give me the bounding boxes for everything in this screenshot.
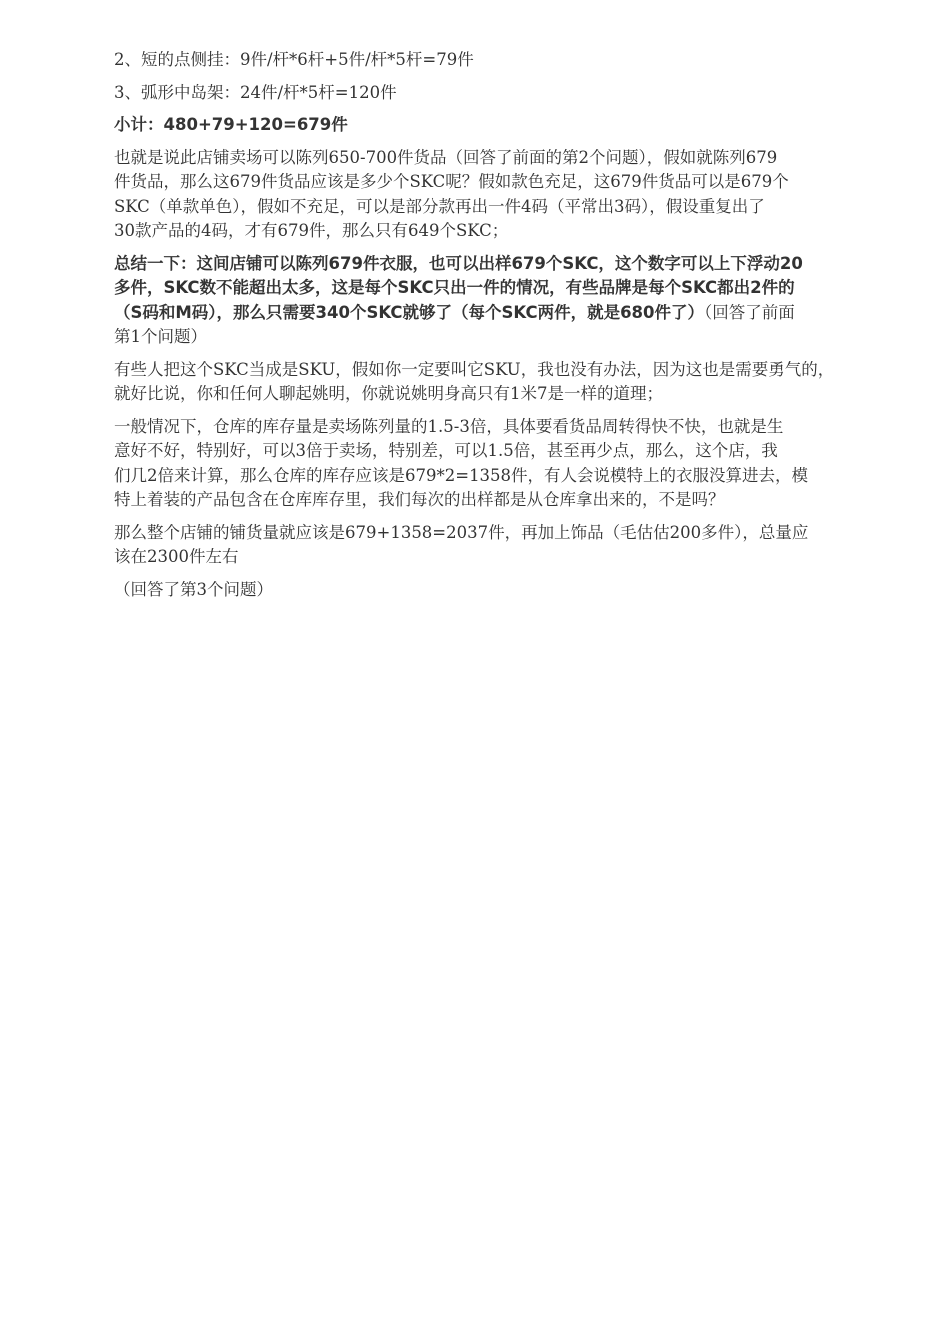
text-line: 该在2300件左右 (114, 547, 239, 566)
text-line: SKC（单款单色），假如不充足，可以是部分款再出一件4码（平常出3码），假设重复出了 (114, 196, 765, 216)
text-line: 有些人把这个SKC当成是SKU，假如你一定要叫它SKU，我也没有办法，因为这也是需要勇气的， (114, 359, 835, 379)
paragraph-short-side-hang (114, 48, 914, 73)
text-line: 意好不好，特别好，可以3倍于卖场，特别差，可以1.5倍，甚至再少点，那么，这个店，我 (114, 441, 778, 460)
text-line: 一般情况下，仓库的库存量是卖场陈列量的1.5-3倍，具体要看货品周转得快不快，也就是生 (114, 416, 784, 436)
text-line: 那么整个店铺的铺货量就应该是679+1358=2037件，再加上饰品（毛估估200多件），总量应 (114, 522, 809, 542)
summary-mixed-line (114, 301, 914, 326)
text-line: 2、短的点侧挂：9件/杆*6杆+5件/杆*5杆=79件 (114, 50, 474, 69)
paragraph-warehouse-stock (114, 415, 914, 513)
text-line: 特上着装的产品包含在仓库库存里，我们每次的出样都是从仓库拿出来的，不是吗？ (114, 490, 725, 509)
paragraph-summary (114, 252, 914, 350)
paragraph-total-stock (114, 521, 914, 570)
paragraph-curved-island (114, 81, 914, 106)
text-line: 们几2倍来计算，那么仓库的库存应该是679*2=1358件，有人会说模特上的衣服没算进去，模 (114, 465, 809, 485)
text-line: 也就是说此店铺卖场可以陈列650-700件货品（回答了前面的第2个问题），假如就陈列679 (114, 147, 778, 167)
subtotal-line (114, 113, 914, 138)
summary-bold-line: 多件，SKC数不能超出太多，这是每个SKC只出一件的情况，有些品牌是每个SKC都出2件的 (114, 278, 795, 297)
text-line: 第1个问题） (114, 327, 207, 346)
paragraph-closing (114, 578, 914, 603)
paragraph-display-capacity (114, 146, 914, 244)
text-line: 就好比说，你和任何人聊起姚明，你就说姚明身高只有1米7是一样的道理； (114, 384, 663, 403)
text-line: （回答了第3个问题） (114, 579, 273, 599)
summary-bold-line: 总结一下：这间店铺可以陈列679件衣服，也可以出样679个SKC，这个数字可以上下浮动20 (114, 253, 803, 273)
summary-bold-text: （S码和M码），那么只需要340个SKC就够了（每个SKC两件，就是680件了） (114, 302, 705, 322)
text-line: 3、弧形中岛架：24件/杆*5杆=120件 (114, 82, 397, 102)
subtotal-text: 小计：480+79+120=679件 (114, 115, 348, 134)
summary-tail-text: （回答了前面 (704, 302, 795, 322)
text-line: 30款产品的4码，才有679件，那么只有649个SKC； (114, 221, 509, 240)
document-body (114, 48, 914, 610)
text-line: 件货品，那么这679件货品应该是多少个SKC呢？假如款色充足，这679件货品可以是679个 (114, 172, 789, 191)
paragraph-skc-vs-sku (114, 358, 914, 407)
